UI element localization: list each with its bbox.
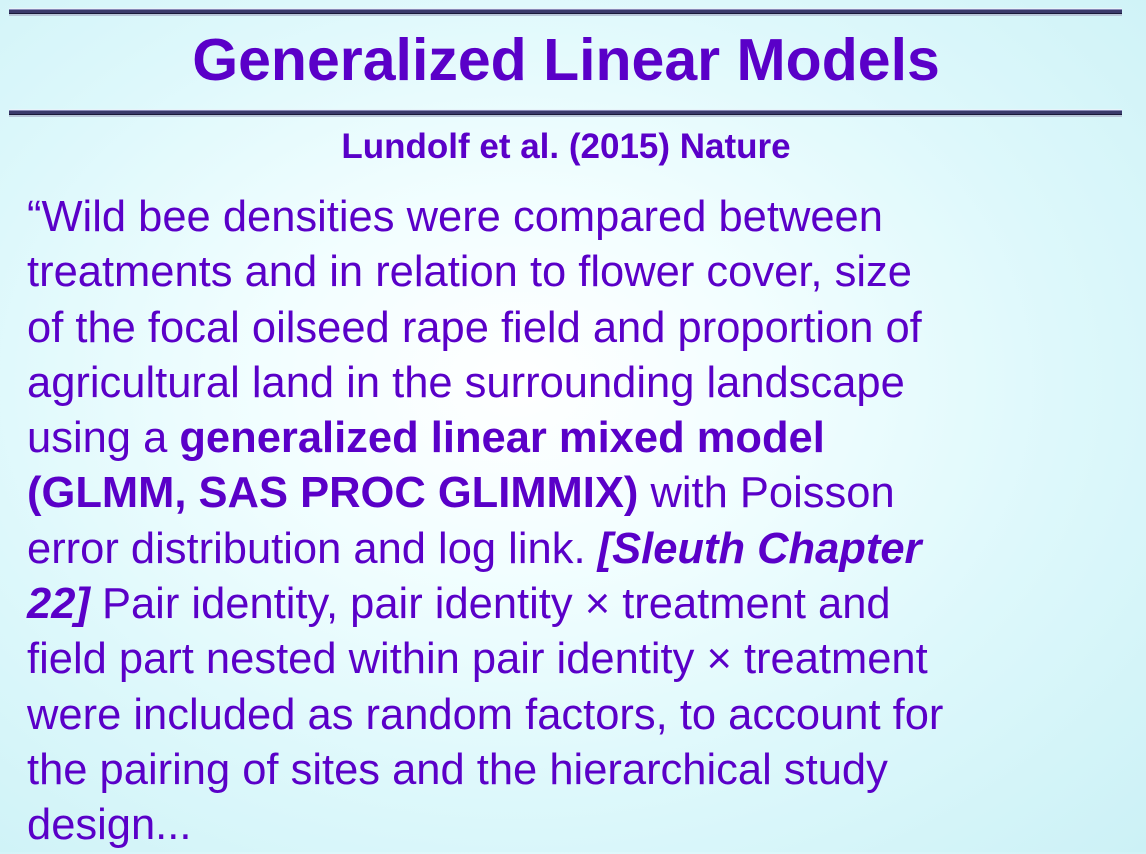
quote-text: were included as random factors, to account for (27, 690, 944, 739)
quote-text: of the focal oilseed rape field and proportion of (27, 303, 922, 352)
quote-body (27, 190, 1137, 854)
quote-text: with Poisson (638, 469, 895, 518)
citation: Lundolf et al. (2015) Nature (341, 127, 791, 166)
title-top-rule (9, 9, 1122, 14)
slide-title: Generalized Linear Models (192, 27, 940, 93)
quote-line (27, 743, 1137, 798)
quote-line (27, 466, 1137, 521)
quote-text: design... (27, 801, 192, 850)
quote-line (27, 798, 1137, 853)
quote-line (27, 577, 1137, 632)
quote-line (27, 301, 1137, 356)
quote-text: “Wild bee densities were compared between (27, 193, 883, 241)
quote-line (27, 190, 1137, 245)
quote-line (27, 522, 1137, 577)
quote-text: Pair identity, pair identity × treatment and (89, 580, 891, 629)
quote-emphasis: (GLMM, SAS PROC GLIMMIX) (27, 469, 639, 518)
quote-text: error distribution and log link. (27, 524, 598, 573)
quote-line (27, 688, 1137, 743)
quote-line (27, 411, 1137, 466)
quote-text: treatments and in relation to flower cover, size (27, 248, 912, 297)
quote-text: agricultural land in the surrounding landscape (27, 358, 905, 407)
quote-reference: [Sleuth Chapter (597, 524, 922, 573)
quote-line (27, 632, 1137, 687)
quote-line (27, 356, 1137, 411)
title-bottom-rule (9, 110, 1122, 115)
quote-reference: 22] (27, 580, 90, 629)
quote-text: using a (27, 414, 180, 463)
quote-text: field part nested within pair identity × treatment (27, 635, 928, 684)
quote-emphasis: generalized linear mixed model (179, 414, 825, 463)
quote-text: the pairing of sites and the hierarchical study (27, 745, 888, 794)
quote-line (27, 245, 1137, 300)
